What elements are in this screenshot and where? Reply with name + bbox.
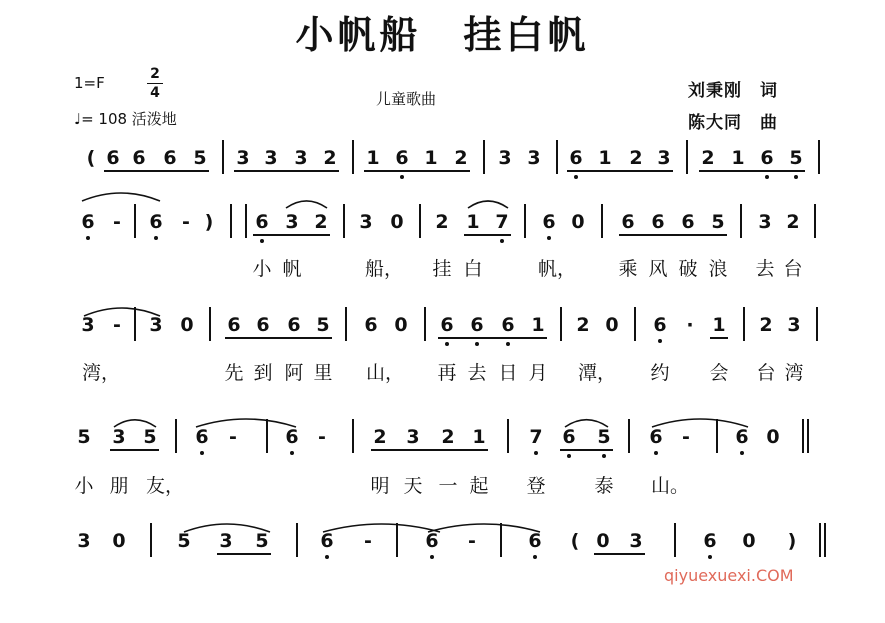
beam-underline bbox=[567, 170, 673, 172]
genre-label: 儿童歌曲 bbox=[376, 90, 437, 108]
octave-dot bbox=[658, 339, 662, 343]
lyric-syllable: 泰 bbox=[594, 475, 614, 497]
bar-line bbox=[556, 140, 558, 174]
note: 3 bbox=[236, 147, 250, 169]
bar-line bbox=[345, 307, 347, 341]
note: ) bbox=[787, 530, 797, 552]
key-signature: 1=F bbox=[74, 74, 105, 92]
meter-denominator: 4 bbox=[150, 85, 160, 101]
lyric-syllable: 会 bbox=[709, 362, 729, 384]
lyric-syllable: 风 bbox=[648, 258, 668, 280]
note: 5 bbox=[193, 147, 207, 169]
note: 6 bbox=[81, 211, 95, 233]
octave-dot bbox=[547, 236, 551, 240]
bar-line bbox=[352, 419, 354, 453]
octave-dot bbox=[602, 454, 606, 458]
lyric-syllable: 小 bbox=[74, 475, 94, 497]
lyric-syllable: 起 bbox=[469, 475, 489, 497]
octave-dot bbox=[567, 454, 571, 458]
note: 3 bbox=[498, 147, 512, 169]
watermark: qiyuexuexi.COM bbox=[664, 566, 794, 585]
note: 2 bbox=[441, 426, 455, 448]
bar-line bbox=[524, 204, 526, 238]
bar-line bbox=[230, 204, 232, 238]
note: 3 bbox=[787, 314, 801, 336]
lyric-syllable: 里 bbox=[313, 362, 333, 384]
octave-dot bbox=[574, 175, 578, 179]
note: 6 bbox=[760, 147, 774, 169]
note: 6 bbox=[132, 147, 146, 169]
note: 5 bbox=[711, 211, 725, 233]
octave-dot bbox=[765, 175, 769, 179]
note: 5 bbox=[177, 530, 191, 552]
note: 2 bbox=[314, 211, 328, 233]
lyric-syllable: 台 bbox=[756, 362, 776, 384]
note: 6 bbox=[501, 314, 515, 336]
note: 6 bbox=[542, 211, 556, 233]
note: 3 bbox=[77, 530, 91, 552]
note: 1 bbox=[598, 147, 612, 169]
bar-line bbox=[507, 419, 509, 453]
bar-line bbox=[424, 307, 426, 341]
octave-dot bbox=[475, 342, 479, 346]
bar-line bbox=[175, 419, 177, 453]
octave-dot bbox=[654, 451, 658, 455]
note: 6 bbox=[528, 530, 542, 552]
note: 6 bbox=[255, 211, 269, 233]
note: 6 bbox=[470, 314, 484, 336]
slur bbox=[468, 201, 508, 208]
lyric-syllable: 湾 bbox=[784, 362, 804, 384]
note: 3 bbox=[758, 211, 772, 233]
bar-line bbox=[802, 419, 804, 453]
lyric-syllable: 小 bbox=[252, 258, 272, 280]
note: - bbox=[468, 530, 476, 552]
note: - bbox=[364, 530, 372, 552]
note: 6 bbox=[649, 426, 663, 448]
note: 3 bbox=[527, 147, 541, 169]
lyric-syllable: 乘 bbox=[618, 258, 638, 280]
bar-line bbox=[343, 204, 345, 238]
lyric-syllable: 先 bbox=[224, 362, 244, 384]
bar-line bbox=[150, 523, 152, 557]
slur bbox=[428, 524, 540, 532]
note: - bbox=[113, 211, 121, 233]
lyric-syllable: 去 bbox=[755, 258, 775, 280]
octave-dot bbox=[506, 342, 510, 346]
lyric-syllable: 再 bbox=[437, 362, 457, 384]
lyric-syllable: 山， bbox=[366, 362, 405, 384]
note: 2 bbox=[576, 314, 590, 336]
lyric-syllable: 日 bbox=[498, 362, 518, 384]
note: 5 bbox=[316, 314, 330, 336]
note: 1 bbox=[731, 147, 745, 169]
note: 6 bbox=[287, 314, 301, 336]
lyric-syllable: 潭， bbox=[578, 362, 617, 384]
note: 6 bbox=[681, 211, 695, 233]
note: 2 bbox=[435, 211, 449, 233]
composer-credit: 陈大同 曲 bbox=[688, 113, 778, 133]
lyric-syllable: 朋 bbox=[109, 475, 129, 497]
beam-underline bbox=[253, 234, 330, 236]
note: - bbox=[229, 426, 237, 448]
lyric-syllable: 破 bbox=[678, 258, 698, 280]
note: - bbox=[113, 314, 121, 336]
lyric-syllable: 友， bbox=[146, 475, 185, 497]
lyric-syllable: 到 bbox=[253, 362, 273, 384]
note: - bbox=[318, 426, 326, 448]
note: 1 bbox=[466, 211, 480, 233]
note: 1 bbox=[712, 314, 726, 336]
bar-line bbox=[740, 204, 742, 238]
beam-underline bbox=[438, 337, 547, 339]
octave-dot bbox=[794, 175, 798, 179]
octave-dot bbox=[154, 236, 158, 240]
lyricist-credit: 刘秉刚 词 bbox=[688, 81, 778, 101]
bar-line bbox=[222, 140, 224, 174]
bar-line bbox=[601, 204, 603, 238]
note: 3 bbox=[81, 314, 95, 336]
note: 3 bbox=[294, 147, 308, 169]
note: 6 bbox=[425, 530, 439, 552]
note: 1 bbox=[531, 314, 545, 336]
note: 7 bbox=[495, 211, 509, 233]
lyric-syllable: 湾， bbox=[82, 362, 121, 384]
octave-dot bbox=[400, 175, 404, 179]
octave-dot bbox=[325, 555, 329, 559]
bar-line bbox=[296, 523, 298, 557]
beam-underline bbox=[699, 170, 805, 172]
beam-underline bbox=[104, 170, 209, 172]
bar-line bbox=[807, 419, 809, 453]
lyric-syllable: 登 bbox=[526, 475, 546, 497]
beam-underline bbox=[619, 234, 727, 236]
bar-line bbox=[245, 204, 247, 238]
note: 0 bbox=[596, 530, 610, 552]
bar-line bbox=[674, 523, 676, 557]
note: 2 bbox=[454, 147, 468, 169]
note: 3 bbox=[285, 211, 299, 233]
note: 0 bbox=[390, 211, 404, 233]
note: 6 bbox=[562, 426, 576, 448]
lyric-syllable: 一 bbox=[438, 475, 458, 497]
note: 6 bbox=[569, 147, 583, 169]
note: 6 bbox=[735, 426, 749, 448]
note: 5 bbox=[143, 426, 157, 448]
bar-line bbox=[500, 523, 502, 557]
bar-line bbox=[819, 523, 821, 557]
octave-dot bbox=[533, 555, 537, 559]
note: 0 bbox=[766, 426, 780, 448]
note: 6 bbox=[703, 530, 717, 552]
meter-numerator: 2 bbox=[150, 66, 160, 82]
octave-dot bbox=[86, 236, 90, 240]
note: 6 bbox=[320, 530, 334, 552]
note: 0 bbox=[605, 314, 619, 336]
bar-line bbox=[396, 523, 398, 557]
note: 3 bbox=[629, 530, 643, 552]
beam-underline bbox=[594, 553, 645, 555]
bar-line bbox=[134, 204, 136, 238]
lyric-syllable: 明 bbox=[370, 475, 390, 497]
octave-dot bbox=[500, 239, 504, 243]
note: ) bbox=[204, 211, 214, 233]
bar-line bbox=[483, 140, 485, 174]
note: 3 bbox=[359, 211, 373, 233]
note: 2 bbox=[323, 147, 337, 169]
bar-line bbox=[816, 307, 818, 341]
octave-dot bbox=[200, 451, 204, 455]
beam-underline bbox=[217, 553, 271, 555]
note: 6 bbox=[195, 426, 209, 448]
lyric-syllable: 船， bbox=[365, 258, 404, 280]
note: 6 bbox=[651, 211, 665, 233]
note: 5 bbox=[255, 530, 269, 552]
lyric-syllable: 约 bbox=[650, 362, 670, 384]
lyric-syllable: 浪 bbox=[708, 258, 728, 280]
bar-line bbox=[814, 204, 816, 238]
note: 6 bbox=[364, 314, 378, 336]
note: 6 bbox=[395, 147, 409, 169]
lyric-syllable: 台 bbox=[783, 258, 803, 280]
note: 6 bbox=[256, 314, 270, 336]
note: 0 bbox=[112, 530, 126, 552]
note: 1 bbox=[424, 147, 438, 169]
beam-underline bbox=[110, 449, 159, 451]
note: 2 bbox=[629, 147, 643, 169]
octave-dot bbox=[534, 451, 538, 455]
bar-line bbox=[419, 204, 421, 238]
octave-dot bbox=[260, 239, 264, 243]
note: 6 bbox=[163, 147, 177, 169]
note: 3 bbox=[112, 426, 126, 448]
bar-line bbox=[352, 140, 354, 174]
note: 2 bbox=[759, 314, 773, 336]
note: ( bbox=[570, 530, 580, 552]
bar-line bbox=[743, 307, 745, 341]
octave-dot bbox=[445, 342, 449, 346]
bar-line bbox=[818, 140, 820, 174]
lyric-syllable: 帆 bbox=[282, 258, 302, 280]
lyric-syllable: 山。 bbox=[651, 475, 690, 497]
bar-line bbox=[266, 419, 268, 453]
note: - bbox=[182, 211, 190, 233]
note: 5 bbox=[77, 426, 91, 448]
bar-line bbox=[716, 419, 718, 453]
beam-underline bbox=[371, 449, 488, 451]
note: 3 bbox=[657, 147, 671, 169]
note: 0 bbox=[180, 314, 194, 336]
note: 5 bbox=[597, 426, 611, 448]
lyric-syllable: 去 bbox=[467, 362, 487, 384]
lyric-syllable: 白 bbox=[463, 258, 483, 280]
beam-underline bbox=[225, 337, 332, 339]
note: 3 bbox=[149, 314, 163, 336]
note: 6 bbox=[653, 314, 667, 336]
note: 7 bbox=[529, 426, 543, 448]
beam-underline bbox=[560, 449, 613, 451]
beam-underline bbox=[234, 170, 339, 172]
octave-dot bbox=[290, 451, 294, 455]
beam-underline bbox=[464, 234, 511, 236]
beam-underline bbox=[364, 170, 470, 172]
bar-line bbox=[209, 307, 211, 341]
note: 6 bbox=[621, 211, 635, 233]
note: 3 bbox=[219, 530, 233, 552]
song-title: 小帆船 挂白帆 bbox=[295, 12, 590, 57]
note: 6 bbox=[227, 314, 241, 336]
octave-dot bbox=[708, 555, 712, 559]
note: 1 bbox=[472, 426, 486, 448]
bar-line bbox=[628, 419, 630, 453]
time-signature bbox=[145, 66, 165, 101]
note: 2 bbox=[786, 211, 800, 233]
bar-line bbox=[634, 307, 636, 341]
note: 3 bbox=[406, 426, 420, 448]
beam-underline bbox=[710, 337, 728, 339]
note: 0 bbox=[571, 211, 585, 233]
bar-line bbox=[560, 307, 562, 341]
note: 6 bbox=[440, 314, 454, 336]
note: 1 bbox=[366, 147, 380, 169]
bar-line bbox=[686, 140, 688, 174]
octave-dot bbox=[740, 451, 744, 455]
bar-line bbox=[134, 307, 136, 341]
note: 6 bbox=[285, 426, 299, 448]
note: 0 bbox=[394, 314, 408, 336]
tempo-marking: ♩= 108 活泼地 bbox=[74, 110, 177, 128]
lyric-syllable: 月 bbox=[528, 362, 548, 384]
slur bbox=[286, 201, 327, 208]
note: - bbox=[682, 426, 690, 448]
note: 0 bbox=[742, 530, 756, 552]
lyric-syllable: 帆， bbox=[538, 258, 577, 280]
bar-line bbox=[824, 523, 826, 557]
octave-dot bbox=[430, 555, 434, 559]
lyric-syllable: 天 bbox=[403, 475, 423, 497]
note: 3 bbox=[264, 147, 278, 169]
note: ( bbox=[86, 147, 96, 169]
note: 6 bbox=[106, 147, 120, 169]
lyric-syllable: 挂 bbox=[432, 258, 452, 280]
note: 6 bbox=[149, 211, 163, 233]
note: 2 bbox=[373, 426, 387, 448]
note: 2 bbox=[701, 147, 715, 169]
slur bbox=[82, 193, 160, 201]
note: · bbox=[686, 314, 694, 336]
note: 5 bbox=[789, 147, 803, 169]
lyric-syllable: 阿 bbox=[284, 362, 304, 384]
